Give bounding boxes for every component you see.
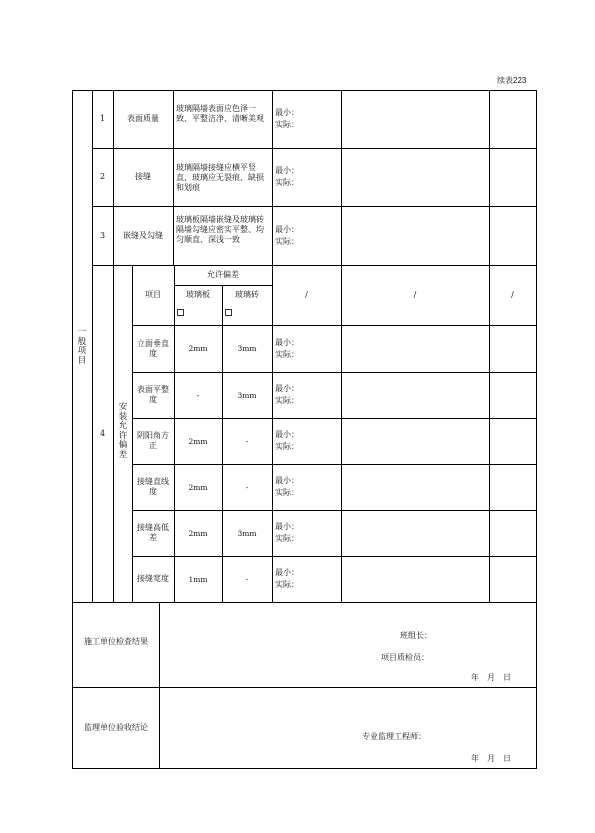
tolerance-item-brick: - [245, 482, 249, 492]
tolerance-item-board: 2mm [188, 344, 208, 353]
tolerance-item-board: 2mm [188, 436, 208, 446]
row-1-item: 表面质量 [127, 114, 159, 123]
tolerance-item-actual: 实际： [275, 488, 299, 497]
row-3-requirement: 玻璃板隔墙嵌缝及玻璃砖隔墙勾缝应密实平整、均匀顺直、深浅一致 [176, 215, 264, 244]
row-3-item: 嵌缝及勾缝 [123, 230, 163, 240]
tolerance-item-brick: - [245, 436, 249, 446]
tolerance-item-actual: 实际： [275, 442, 299, 451]
row-1-actual: 实际： [275, 120, 299, 129]
tolerance-slash-result: / [511, 290, 514, 299]
row-3-actual: 实际： [275, 237, 299, 246]
tolerance-group-label: 安装允许偏差 [118, 402, 128, 460]
tolerance-item-min: 最小： [275, 430, 299, 439]
tolerance-item-min: 最小： [275, 522, 299, 531]
glass-brick-checkbox[interactable] [225, 309, 232, 316]
team-leader-label: 班组长： [400, 631, 432, 640]
row-1-number: 1 [99, 114, 106, 123]
supervising-engineer-label: 专业监理工程师： [362, 732, 426, 741]
tolerance-item-min: 最小： [275, 568, 299, 577]
tolerance-item-min: 最小： [275, 338, 299, 347]
row-2-min: 最小： [275, 166, 299, 175]
tolerance-item-actual: 实际： [275, 350, 299, 359]
tolerance-header-allowed: 允许偏差 [207, 270, 239, 279]
row-3-min: 最小： [275, 225, 299, 234]
tolerance-item-actual: 实际： [275, 396, 299, 405]
tolerance-item-actual: 实际： [275, 580, 299, 589]
row-4-number: 4 [99, 428, 106, 438]
row-3-number: 3 [99, 230, 106, 240]
row-2-actual: 实际： [275, 178, 299, 187]
row-2-number: 2 [99, 172, 106, 181]
tolerance-col-glass-board: 玻璃板 [186, 290, 210, 299]
tolerance-item-board: 2mm [188, 482, 208, 492]
supervision-conclusion-label: 监理单位验收结论 [84, 723, 148, 732]
row-1-min: 最小： [275, 108, 299, 117]
tolerance-item-board: - [196, 390, 200, 400]
tolerance-item-name: 接缝宽度 [137, 574, 169, 583]
tolerance-item-min: 最小： [275, 476, 299, 485]
tolerance-item-brick: 3mm [237, 344, 257, 353]
row-1-requirement: 玻璃隔墙表面应色泽一致、平整洁净、清晰美观 [176, 104, 264, 123]
tolerance-item-name: 立面垂直度 [137, 338, 169, 358]
glass-board-checkbox[interactable] [177, 309, 184, 316]
tolerance-slash-measured: / [305, 290, 308, 299]
tolerance-item-brick: - [245, 574, 249, 584]
supervision-date: 年 月 日 [471, 754, 511, 763]
tolerance-item-min: 最小： [275, 384, 299, 393]
tolerance-item-brick: 3mm [237, 390, 257, 400]
construction-check-label: 施工单位检查结果 [84, 637, 148, 646]
section-label-general: 一般项目 [77, 327, 87, 366]
tolerance-col-glass-brick: 玻璃砖 [235, 290, 259, 299]
tolerance-item-brick: 3mm [237, 528, 257, 538]
row-2-item: 接缝 [135, 172, 151, 181]
tolerance-item-board: 2mm [188, 528, 208, 538]
tolerance-item-name: 阴阳角方正 [137, 431, 169, 450]
continuation-label: 续表223 [497, 76, 527, 85]
row-2-requirement: 玻璃隔墙接缝应横平竖直，玻璃应无裂痕、缺损和划痕 [176, 163, 264, 192]
tolerance-item-name: 接缝直线度 [137, 477, 169, 496]
tolerance-item-name: 接缝高低差 [137, 523, 169, 542]
tolerance-slash-check: / [413, 290, 417, 299]
tolerance-item-actual: 实际： [275, 534, 299, 543]
tolerance-header-item: 项目 [145, 290, 161, 299]
quality-inspector-label: 项目质检员： [381, 653, 429, 662]
tolerance-item-board: 1mm [188, 574, 208, 584]
construction-date: 年 月 日 [471, 673, 511, 682]
tolerance-item-name: 表面平整度 [137, 385, 169, 404]
